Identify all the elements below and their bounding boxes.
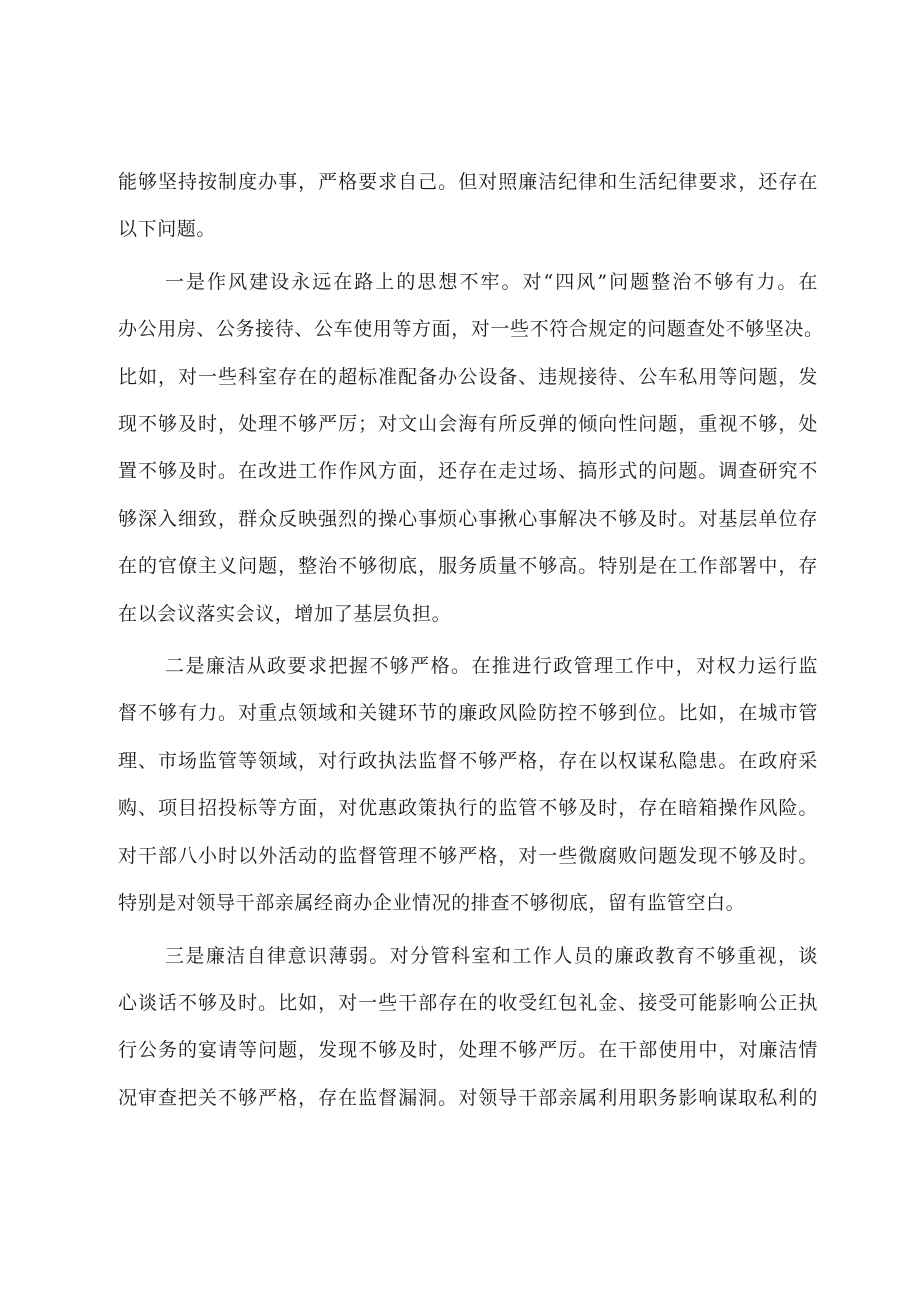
text-line: 在的官僚主义问题，整治不够彻底，服务质量不够高。特别是在工作部署中，存	[118, 555, 818, 578]
paragraph-point-3	[118, 933, 818, 1123]
text-line: 购、项目招投标等方面，对优惠政策执行的监管不够及时，存在暗箱操作风险。	[118, 797, 818, 820]
text-line: 能够坚持按制度办事，严格要求自己。但对照廉洁纪律和生活纪律要求，还存在	[118, 171, 818, 193]
text-line: 理、市场监管等领域，对行政执法监督不够严格，存在以权谋私隐患。在政府采	[118, 749, 818, 772]
text-line: 对干部八小时以外活动的监督管理不够严格，对一些微腐败问题发现不够及时。	[118, 844, 818, 867]
text-line: 三是廉洁自律意识薄弱。对分管科室和工作人员的廉政教育不够重视，谈	[165, 944, 818, 967]
paragraph-point-1	[118, 259, 824, 638]
text-line: 一是作风建设永远在路上的思想不牢。对“四风”问题整治不够有力。在	[165, 270, 818, 293]
text-line: 在以会议落实会议，增加了基层负担。	[118, 602, 452, 625]
paragraph-point-2	[118, 643, 818, 927]
text-line: 办公用房、公务接待、公车使用等方面，对一些不符合规定的问题查处不够坚决。	[118, 318, 824, 341]
text-line: 行公务的宴请等问题，发现不够及时，处理不够严厉。在干部使用中，对廉洁情	[118, 1039, 818, 1062]
text-line: 心谈话不够及时。比如，对一些干部存在的收受红包礼金、接受可能影响公正执	[118, 991, 818, 1014]
text-line: 够深入细致，群众反映强烈的操心事烦心事揪心事解决不够及时。对基层单位存	[118, 507, 818, 530]
text-line: 二是廉洁从政要求把握不够严格。在推进行政管理工作中，对权力运行监	[165, 655, 818, 678]
text-line: 况审查把关不够严格，存在监督漏洞。对领导干部亲属利用职务影响谋取私利的	[118, 1086, 818, 1109]
text-line: 督不够有力。对重点领域和关键环节的廉政风险防控不够到位。比如，在城市管	[118, 702, 818, 725]
document-body	[118, 159, 824, 1122]
text-line: 以下问题。	[118, 218, 217, 241]
paragraph-intro	[118, 159, 818, 254]
text-line: 特别是对领导干部亲属经商办企业情况的排查不够彻底，留有监管空白。	[118, 892, 746, 915]
text-line: 现不够及时，处理不够严厉；对文山会海有所反弹的倾向性问题，重视不够，处	[118, 413, 818, 436]
text-line: 置不够及时。在改进工作作风方面，还存在走过场、搞形式的问题。调查研究不	[118, 460, 818, 483]
text-line: 比如，对一些科室存在的超标准配备办公设备、违规接待、公车私用等问题，发	[118, 365, 818, 388]
